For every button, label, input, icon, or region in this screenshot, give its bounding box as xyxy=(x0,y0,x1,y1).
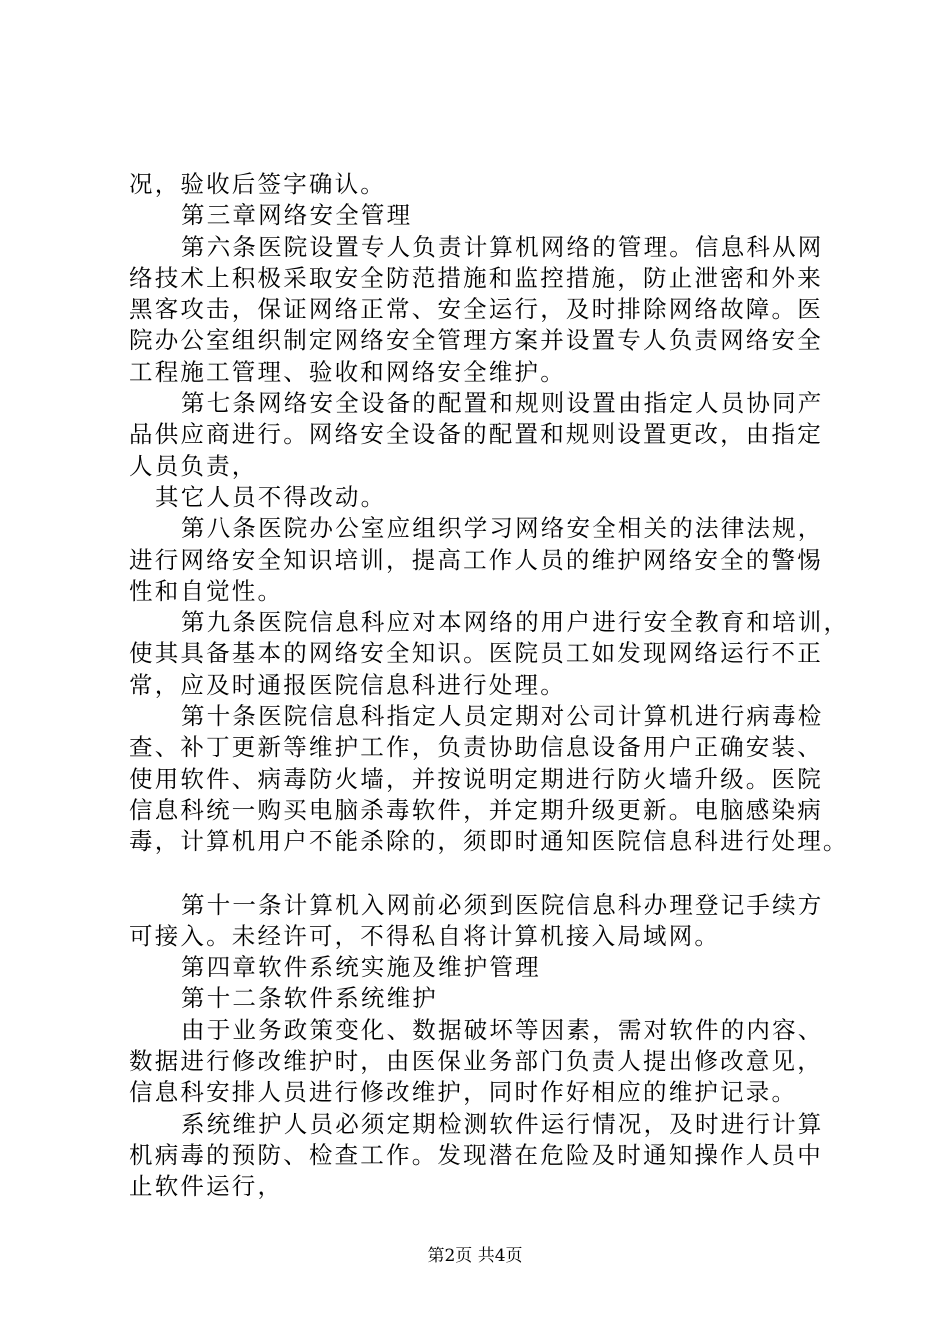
chapter-heading: 第三章网络安全管理 xyxy=(181,201,413,230)
text-line: 第九条医院信息科应对本网络的用户进行安全教育和培训， xyxy=(181,608,850,637)
text-line: 第十一条计算机入网前必须到医院信息科办理登记手续方 xyxy=(181,890,824,919)
text-line: 信息科安排人员进行修改维护，同时作好相应的维护记录。 xyxy=(129,1078,798,1107)
text-line: 其它人员不得改动。 xyxy=(155,482,387,511)
chapter-heading: 第四章软件系统实施及维护管理 xyxy=(181,953,541,982)
text-line: 常，应及时通报医院信息科进行处理。 xyxy=(129,670,566,699)
document-body xyxy=(129,169,850,1203)
text-line: 第八条医院办公室应组织学习网络安全相关的法律法规， xyxy=(181,514,824,543)
text-line: 况，验收后签字确认。 xyxy=(129,170,386,198)
text-line: 毒，计算机用户不能杀除的，须即时通知医院信息科进行处理。 xyxy=(129,827,849,856)
text-line: 机病毒的预防、检查工作。发现潜在危险及时通知操作人员中 xyxy=(129,1140,823,1169)
text-line: 品供应商进行。网络安全设备的配置和规则设置更改，由指定 xyxy=(129,420,823,449)
text-line: 第十条医院信息科指定人员定期对公司计算机进行病毒检 xyxy=(181,702,824,731)
text-line: 院办公室组织制定网络安全管理方案并设置专人负责网络安全 xyxy=(129,326,823,355)
text-line: 止软件运行， xyxy=(129,1172,284,1201)
text-line: 可接入。未经许可，不得私自将计算机接入局域网。 xyxy=(129,921,721,950)
text-line: 信息科统一购买电脑杀毒软件，并定期升级更新。电脑感染病 xyxy=(129,795,823,824)
text-line: 数据进行修改维护时，由医保业务部门负责人提出修改意见， xyxy=(129,1047,823,1076)
text-line: 工程施工管理、验收和网络安全维护。 xyxy=(129,357,566,386)
text-line: 系统维护人员必须定期检测软件运行情况，及时进行计算 xyxy=(181,1109,824,1138)
text-line: 第六条医院设置专人负责计算机网络的管理。信息科从网 xyxy=(181,232,824,261)
article-heading: 第十二条软件系统维护 xyxy=(181,984,438,1013)
page-number-footer: 第2页 共4页 xyxy=(427,1246,523,1266)
text-line: 进行网络安全知识培训，提高工作人员的维护网络安全的警惕 xyxy=(129,545,823,574)
text-line: 性和自觉性。 xyxy=(129,576,284,605)
text-line: 络技术上积极采取安全防范措施和监控措施，防止泄密和外来 xyxy=(129,263,823,292)
text-line: 使其具备基本的网络安全知识。医院员工如发现网络运行不正 xyxy=(129,639,823,668)
text-line: 黑客攻击，保证网络正常、安全运行，及时排除网络故障。医 xyxy=(129,295,823,324)
text-line: 第七条网络安全设备的配置和规则设置由指定人员协同产 xyxy=(181,389,824,418)
text-line: 人员负责， xyxy=(129,451,258,480)
paragraph-gap xyxy=(129,858,834,890)
text-line: 由于业务政策变化、数据破坏等因素，需对软件的内容、 xyxy=(181,1015,824,1044)
text-line: 查、补丁更新等维护工作，负责协助信息设备用户正确安装、 xyxy=(129,733,823,762)
text-line: 使用软件、病毒防火墙，并按说明定期进行防火墙升级。医院 xyxy=(129,764,823,793)
